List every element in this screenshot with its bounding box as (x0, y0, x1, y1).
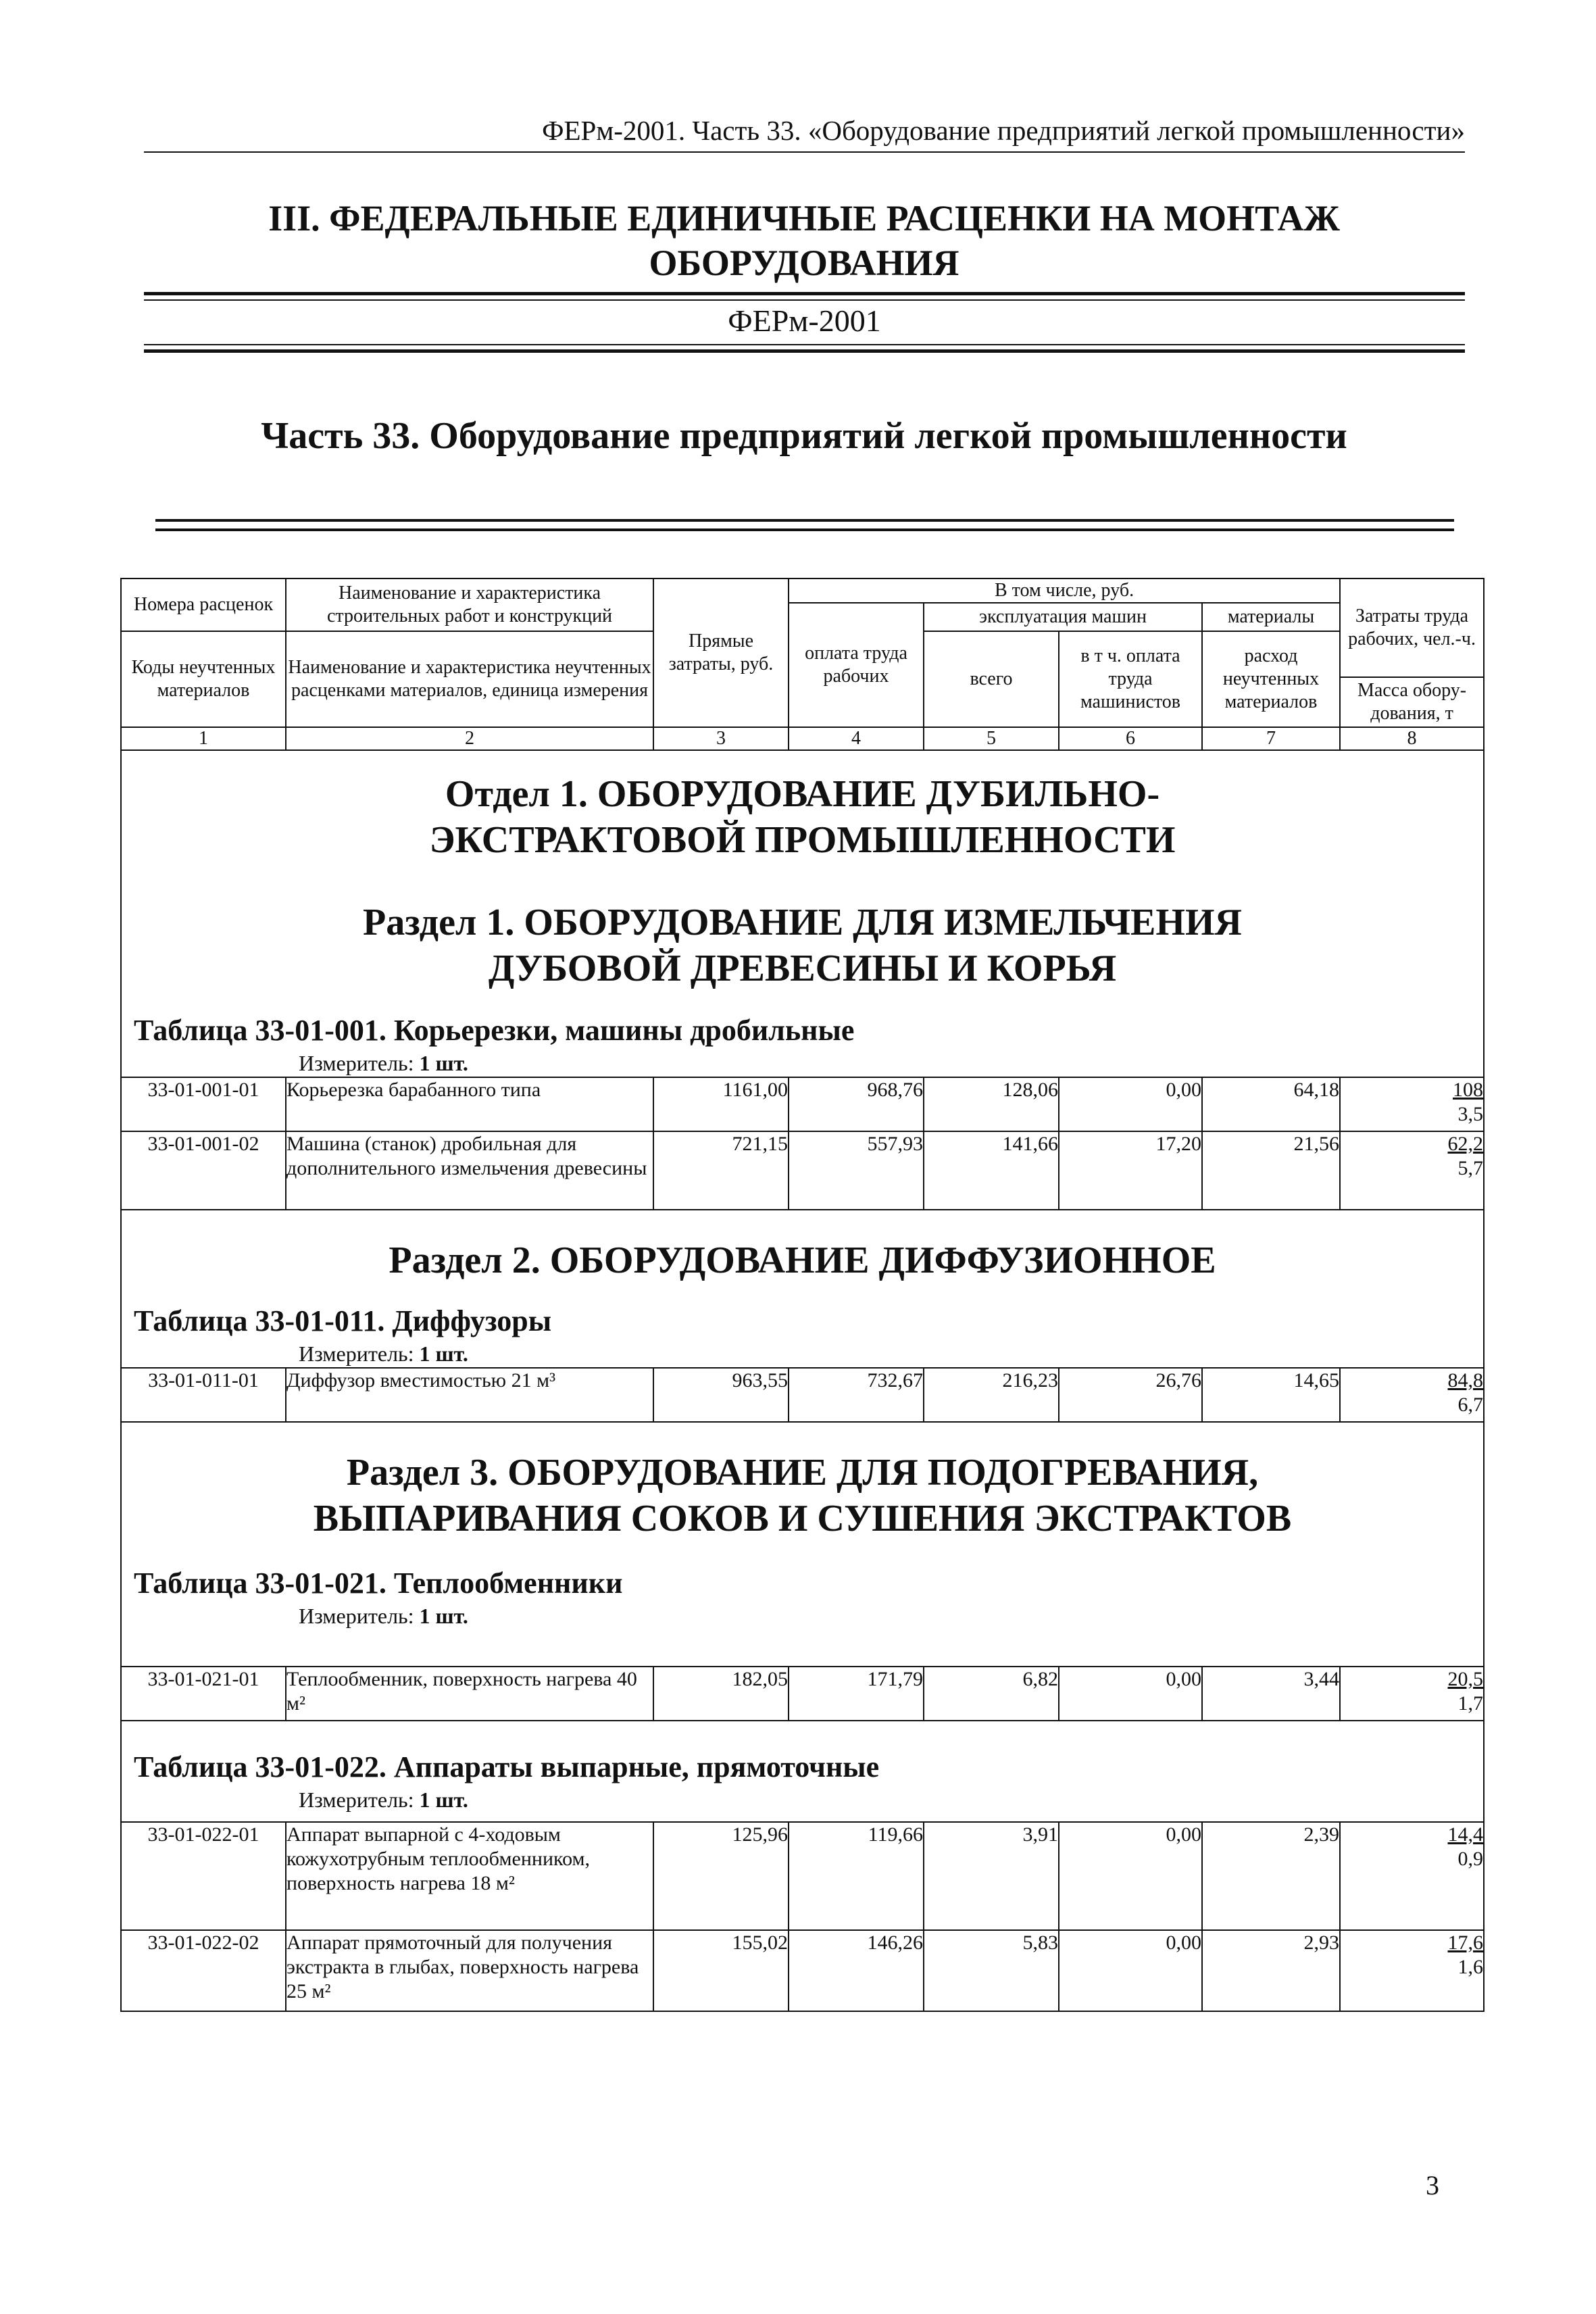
rate-name: Аппарат прямоточный для получения экстракта в глыбах, поверхность нагрева 25 м² (286, 1930, 653, 2011)
machinist-pay: 17,20 (1059, 1131, 1202, 1210)
materials: 2,39 (1202, 1822, 1340, 1930)
measure-label: Измеритель: (299, 1341, 414, 1366)
labor-hours-mass (1340, 1131, 1484, 1210)
rate-name: Теплообменник, поверхность нагрева 40 м² (286, 1667, 653, 1721)
column-numbers-row (121, 727, 1484, 750)
rate-code: 33-01-001-02 (121, 1131, 286, 1210)
header-group: В том числе, руб. (789, 578, 1340, 603)
equipment-mass: 3,5 (1457, 1103, 1484, 1125)
equipment-mass: 6,7 (1457, 1394, 1484, 1416)
page-number: 3 (1426, 2170, 1439, 2200)
header-rate-numbers: Номера расценок (121, 578, 286, 631)
rate-code: 33-01-021-01 (121, 1667, 286, 1721)
machinist-pay: 0,00 (1059, 1667, 1202, 1721)
header-direct-costs: Прямые затраты, руб. (653, 578, 789, 727)
table-title-33-01-021: Таблица 33-01-021. Теплообменники (134, 1567, 623, 1600)
equipment-mass: 1,7 (1457, 1692, 1484, 1715)
materials: 64,18 (1202, 1077, 1340, 1131)
part-title: Часть 33. Оборудование предприятий легкой промышленности (261, 415, 1347, 457)
labor-hours-mass (1340, 1077, 1484, 1131)
labor-pay: 968,76 (789, 1077, 924, 1131)
header-materials: материалы (1202, 603, 1340, 631)
materials: 14,65 (1202, 1368, 1340, 1422)
machines-total: 216,23 (924, 1368, 1059, 1422)
materials: 3,44 (1202, 1667, 1340, 1721)
direct-costs: 721,15 (653, 1131, 789, 1210)
header-machines: эксплуатация машин (924, 603, 1202, 631)
col-number: 5 (924, 727, 1059, 750)
table-row (121, 1368, 1484, 1422)
rates-table (120, 578, 1485, 2012)
machines-total: 5,83 (924, 1930, 1059, 2011)
labor-pay: 557,93 (789, 1131, 924, 1210)
direct-costs: 963,55 (653, 1368, 789, 1422)
measure-value: 1 шт. (419, 1341, 468, 1366)
machinist-pay: 0,00 (1059, 1822, 1202, 1930)
col-number: 6 (1059, 727, 1202, 750)
labor-hours-mass (1340, 1822, 1484, 1930)
measure-label: Измеритель: (299, 1788, 414, 1812)
machinist-pay: 26,76 (1059, 1368, 1202, 1422)
col-number: 3 (653, 727, 789, 750)
labor-hours-mass (1340, 1368, 1484, 1422)
labor-hours: 20,5 (1447, 1668, 1484, 1690)
machinist-pay: 0,00 (1059, 1077, 1202, 1131)
header-labor-hours: Затраты труда рабочих, чел.-ч. (1340, 578, 1484, 677)
equipment-mass: 0,9 (1457, 1848, 1484, 1870)
table-title-33-01-001: Таблица 33-01-001. Корьерезки, машины дробильные (134, 1014, 855, 1047)
razdel-1-heading: Раздел 1. ОБОРУДОВАНИЕ ДЛЯ ИЗМЕЛЬЧЕНИЯ ДУБОВОЙ ДРЕВЕСИНЫ И КОРЬЯ (363, 902, 1242, 989)
running-header: ФЕРм-2001. Часть 33. «Оборудование предприятий легкой промышленности» (144, 114, 1465, 153)
materials: 21,56 (1202, 1131, 1340, 1210)
labor-pay: 171,79 (789, 1667, 924, 1721)
labor-hours: 14,4 (1447, 1823, 1484, 1846)
col-number: 2 (286, 727, 653, 750)
table-row (121, 1667, 1484, 1721)
labor-pay: 119,66 (789, 1822, 924, 1930)
table-row (121, 1930, 1484, 2011)
code-band-label: ФЕРм-2001 (728, 303, 881, 338)
labor-hours: 62,2 (1447, 1133, 1484, 1155)
header-work-name: Наименование и характеристика строительных работ и конструкций (286, 578, 653, 631)
labor-hours-mass (1340, 1930, 1484, 2011)
table-header (121, 578, 1484, 750)
machines-total: 141,66 (924, 1131, 1059, 1210)
header-equipment-mass: Масса обору-дования, т (1340, 677, 1484, 727)
machinist-pay: 0,00 (1059, 1930, 1202, 2011)
machines-total: 6,82 (924, 1667, 1059, 1721)
measure-line (122, 1340, 1483, 1367)
measure-value: 1 шт. (419, 1788, 468, 1812)
rate-name: Машина (станок) дробильная для дополнительного измельчения древесины (286, 1131, 653, 1210)
measure-line (122, 1602, 1483, 1629)
equipment-mass: 5,7 (1457, 1157, 1484, 1179)
measure-line (122, 1786, 1483, 1813)
part-divider (155, 519, 1454, 531)
rate-name: Корьерезка барабанного типа (286, 1077, 653, 1131)
table-row (121, 1131, 1484, 1210)
header-machinist-pay: в т ч. оплата труда машинистов (1059, 631, 1202, 727)
table-row (121, 1822, 1484, 1930)
rate-code: 33-01-022-01 (121, 1822, 286, 1930)
otdel-1-heading: Отдел 1. ОБОРУДОВАНИЕ ДУБИЛЬНО-ЭКСТРАКТОВОЙ ПРОМЫШЛЕННОСТИ (429, 773, 1176, 861)
labor-pay: 732,67 (789, 1368, 924, 1422)
measure-value: 1 шт. (419, 1604, 468, 1628)
col-number: 7 (1202, 727, 1340, 750)
machines-total: 3,91 (924, 1822, 1059, 1930)
header-labor-pay: оплата труда рабочих (789, 603, 924, 727)
labor-hours: 108 (1453, 1079, 1484, 1101)
rate-name: Аппарат выпарной с 4-ходовым кожухотрубным теплообменником, поверхность нагрева 18 м² (286, 1822, 653, 1930)
measure-label: Измеритель: (299, 1051, 414, 1075)
rate-code: 33-01-022-02 (121, 1930, 286, 2011)
labor-pay: 146,26 (789, 1930, 924, 2011)
rate-name: Диффузор вместимостью 21 м³ (286, 1368, 653, 1422)
code-band (144, 292, 1465, 353)
measure-line (122, 1050, 1483, 1077)
measure-label: Измеритель: (299, 1604, 414, 1628)
header-unaccounted-codes: Коды неучтенных материалов (121, 631, 286, 727)
col-number: 1 (121, 727, 286, 750)
header-machines-total: всего (924, 631, 1059, 727)
equipment-mass: 1,6 (1457, 1956, 1484, 1978)
rate-code: 33-01-001-01 (121, 1077, 286, 1131)
measure-value: 1 шт. (419, 1051, 468, 1075)
machines-total: 128,06 (924, 1077, 1059, 1131)
table-title-33-01-011: Таблица 33-01-011. Диффузоры (134, 1304, 552, 1337)
direct-costs: 182,05 (653, 1667, 789, 1721)
labor-hours-mass (1340, 1667, 1484, 1721)
col-number: 4 (789, 727, 924, 750)
labor-hours: 17,6 (1447, 1931, 1484, 1954)
table-row (121, 1077, 1484, 1131)
table-title-33-01-022: Таблица 33-01-022. Аппараты выпарные, прямоточные (134, 1750, 880, 1783)
rate-code: 33-01-011-01 (121, 1368, 286, 1422)
direct-costs: 1161,00 (653, 1077, 789, 1131)
razdel-3-heading: Раздел 3. ОБОРУДОВАНИЕ ДЛЯ ПОДОГРЕВАНИЯ, ВЫПАРИВАНИЯ СОКОВ И СУШЕНИЯ ЭКСТРАКТОВ (313, 1452, 1292, 1540)
razdel-2-heading: Раздел 2. ОБОРУДОВАНИЕ ДИФФУЗИОННОЕ (389, 1239, 1216, 1281)
materials: 2,93 (1202, 1930, 1340, 2011)
header-unaccounted-materials: расход неучтенных материалов (1202, 631, 1340, 727)
header-unaccounted-name: Наименование и характеристика неучтенных расценками материалов, единица измерения (286, 631, 653, 727)
direct-costs: 155,02 (653, 1930, 789, 2011)
col-number: 8 (1340, 727, 1484, 750)
direct-costs: 125,96 (653, 1822, 789, 1930)
main-title: III. ФЕДЕРАЛЬНЫЕ ЕДИНИЧНЫЕ РАСЦЕНКИ НА МОНТАЖ ОБОРУДОВАНИЯ (268, 198, 1340, 283)
labor-hours: 84,8 (1447, 1369, 1484, 1392)
